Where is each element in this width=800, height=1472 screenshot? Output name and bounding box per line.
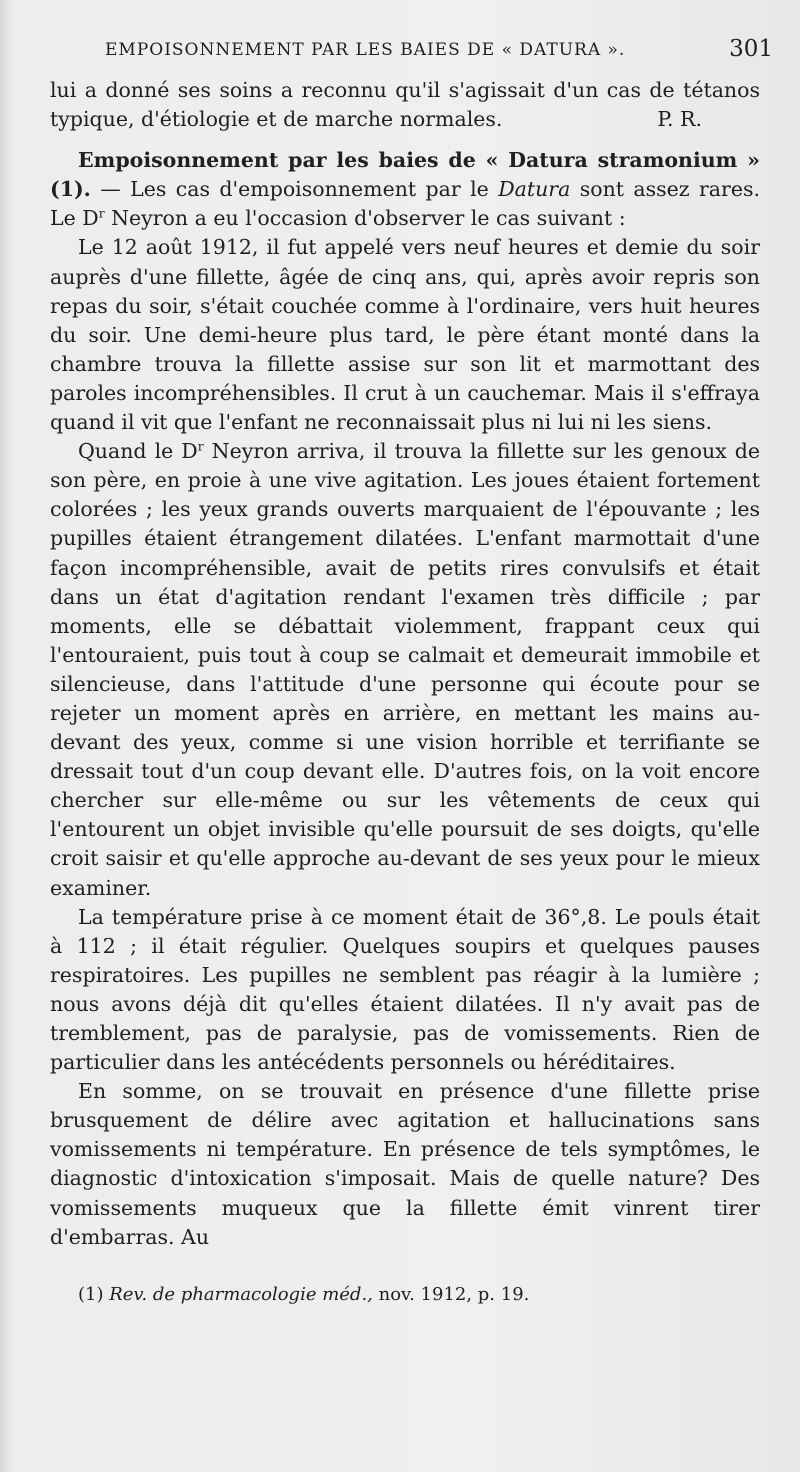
author-initials: P. R.: [657, 107, 702, 132]
paragraph: La température prise à ce moment était de 36°,8. Le pouls était à 112 ; il était régulier. Quelques soupirs et quelques pauses respiratoires. Les pupilles ne semblent pas réagir à la lumière ; nous avons déjà dit qu'elles étaient dilatées. Il n'y avait pas de tremblement, pas de paralysie, pas de vomissements. Rien de particulier dans les antécédents personnels ou héréditaires.: [50, 904, 760, 1075]
footnote-source: Rev. de pharmacologie méd.,: [109, 1284, 373, 1305]
page-number: 301: [729, 36, 773, 62]
superscript: r: [197, 439, 204, 454]
section-gap: [50, 134, 760, 146]
heading-text: Neyron a eu l'occasion d'observer le cas suivant :: [104, 206, 626, 231]
section-heading: Empoisonnement par les baies de « Datura stramonium » (1).: [50, 148, 760, 202]
heading-text: sont assez rares. Le D: [50, 177, 760, 231]
footnote-marker: (1): [78, 1284, 110, 1305]
body-text: [50, 76, 760, 1252]
running-header: [105, 36, 773, 66]
section-heading-paragraph: [50, 146, 760, 233]
heading-text: — Les cas d'empoisonnement par le: [90, 177, 499, 202]
heading-italic: Datura: [498, 177, 571, 202]
paragraph: En somme, on se trouvait en présence d'une fillette prise brusquement de délire avec agitation et hallucinations sans vomissements ni température. En présence de tels symptômes, le diagnostic d'intoxication s'imposait. Mais de quelle nature? Des vomissements muqueux que la fillette émit vinrent tirer d'embarras. Au: [50, 1079, 760, 1249]
footnote-text: nov. 1912, p. 19.: [372, 1284, 530, 1305]
paragraph-text: Neyron arriva, il trouva la fillette sur les genoux de son père, en proie à une vive agitation. Les joues étaient fortement colorées ; les yeux grands ouverts marquaient de l'épouvante ; les pupilles étaient étrangement dilatées. L'enfant marmottait d'une façon incompréhensible, avait de petits rires convulsifs et était dans un état d'agitation rendant l'examen très difficile ; par moments, elle se débattait violemment, frappant ceux qui l'entouraient, puis tout à coup se calmait et demeurait immobile et silencieuse, dans l'attitude d'une personne qui écoute pour se rejeter un moment après en arrière, en mettant les mains au-devant des yeux, comme si une vision horrible et terrifiante se dressait tout d'un coup devant elle. D'autres fois, on la voit encore chercher sur elle-même ou sur les vêtements de ceux qui l'entourent un objet invisible qu'elle poursuit de ses doigts, qu'elle croit saisir et qu'elle approche au-devant de ses yeux pour le mieux examiner.: [50, 439, 760, 900]
paragraph-text: Quand le D: [78, 439, 198, 464]
paragraph: [50, 437, 760, 903]
running-title: EMPOISONNEMENT PAR LES BAIES DE « DATURA ».: [105, 40, 626, 60]
paragraph-text: lui a donné ses soins a reconnu qu'il s'agissait d'un cas de tétanos typique, d'étiologie et de marche normales.: [50, 78, 760, 132]
superscript: r: [98, 207, 105, 221]
paragraph: Le 12 août 1912, il fut appelé vers neuf heures et demie du soir auprès d'une fillette, âgée de cinq ans, qui, après avoir repris son repas du soir, s'était couchée comme à l'ordinaire, vers huit heures du soir. Une demi-heure plus tard, le père étant monté dans la chambre trouva la fillette assise sur son lit et marmottant des paroles incompréhensibles. Il crut à un cauchemar. Mais il s'effraya quand il vit que l'enfant ne reconnaissait plus ni lui ni les siens.: [50, 235, 760, 435]
paragraph-continued: [50, 76, 760, 134]
footnote: [78, 1284, 529, 1305]
